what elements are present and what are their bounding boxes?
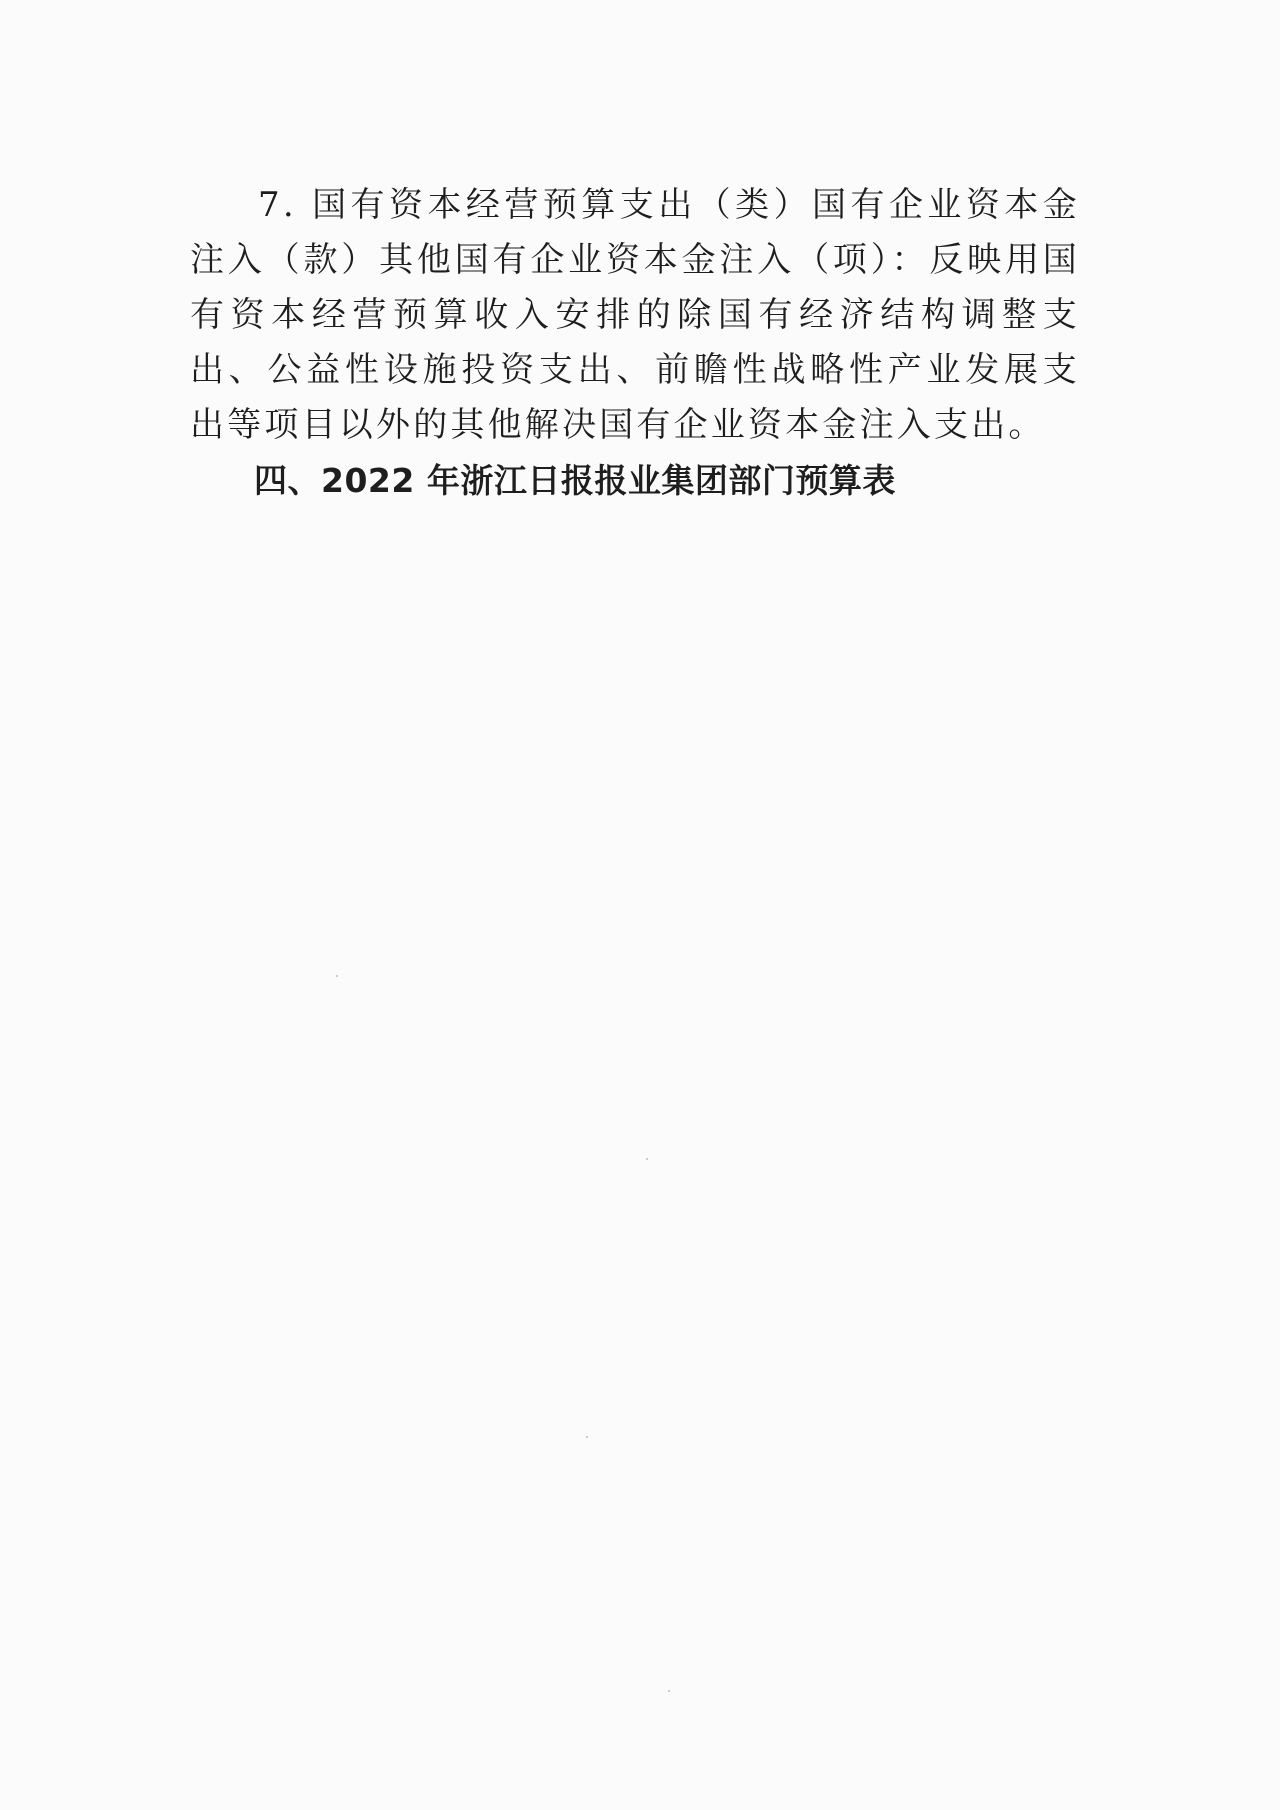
paragraph-item-7: 7. 国有资本经营预算支出（类）国有企业资本金注入（款）其他国有企业资本金注入（项）：反映用国有资本经营预算收入安排的除国有经济结构调整支出、公益性设施投资支出、前瞻性战略性产业发展支出等项目以外的其他解决国有企业资本金注入支出。	[190, 185, 1080, 445]
page-body	[190, 178, 1080, 508]
scan-speck	[646, 1158, 648, 1160]
scan-speck	[586, 1436, 588, 1438]
section-heading: 四、2022 年浙江日报报业集团部门预算表	[254, 461, 896, 500]
scan-speck	[336, 975, 338, 977]
scan-speck	[668, 1690, 670, 1692]
